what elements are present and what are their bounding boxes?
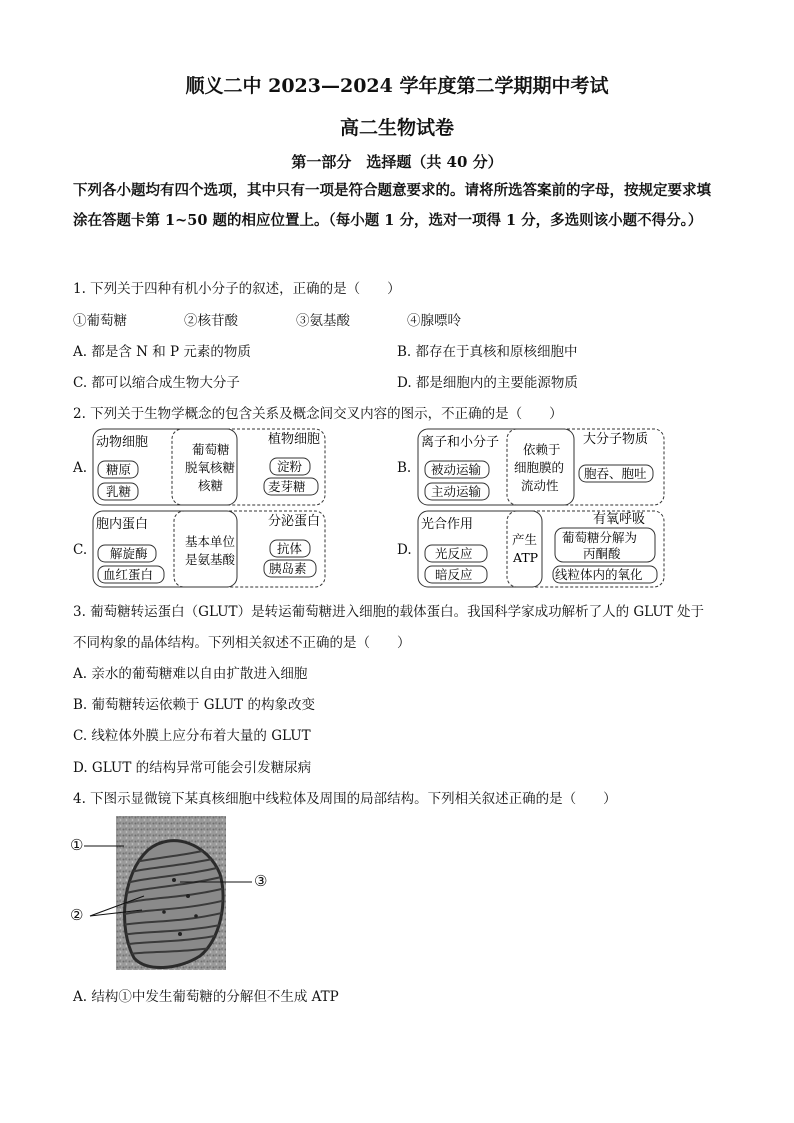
diagram-a-left-title: 动物细胞 [96,435,149,450]
svg-text:脱氧核糖: 脱氧核糖 [185,460,236,475]
diagram-b-left-item: 被动运输 [431,462,482,477]
q3-option-d: D. GLUT 的结构异常可能会引发糖尿病 [73,760,312,776]
exam-subtitle: 高二生物试卷 [339,117,454,139]
svg-text:流动性: 流动性 [521,478,559,493]
q1-item: ④腺嘌呤 [407,313,461,329]
diagram-a-right-title: 植物细胞 [268,432,321,447]
question-3-stem-line2: 不同构象的晶体结构。下列相关叙述不正确的是（ ） [73,635,411,651]
diagram-d-left-item: 暗反应 [435,567,473,582]
svg-text:产生: 产生 [512,532,538,547]
q2-diagram-a [92,428,326,506]
q2-diagram-b [417,428,665,506]
svg-text:是氨基酸: 是氨基酸 [185,552,236,567]
q3-option-c: C. 线粒体外膜上应分布着大量的 GLUT [73,728,311,744]
diagram-b-left-title: 离子和小分子 [421,435,500,450]
question-2-stem: 2. 下列关于生物学概念的包含关系及概念间交叉内容的图示，不正确的是（ ） [73,406,563,422]
q2-diagram-c [92,510,326,588]
svg-text:细胞膜的: 细胞膜的 [514,460,565,475]
question-3-stem-line1: 3. 葡萄糖转运蛋白（GLUT）是转运葡萄糖进入细胞的载体蛋白。我国科学家成功解析了人的 GLUT 处于 [73,604,705,620]
diagram-b-left-item: 主动运输 [431,484,482,499]
diagram-d-right-item: 线粒体内的氧化 [555,567,643,582]
q3-option-b: B. 葡萄糖转运依赖于 GLUT 的构象改变 [73,697,315,713]
svg-text:葡萄糖: 葡萄糖 [192,442,230,457]
svg-text:葡萄糖分解为: 葡萄糖分解为 [562,530,638,545]
section-heading: 第一部分 选择题（共 40 分） [291,153,503,171]
diagram-b-right-item: 胞吞、胞吐 [584,466,647,481]
svg-text:丙酮酸: 丙酮酸 [583,546,621,561]
diagram-d-left-title: 光合作用 [421,517,474,532]
diagram-b-right-title: 大分子物质 [583,432,649,447]
q1-option-b: B. 都存在于真核和原核细胞中 [397,344,578,360]
diagram-c-right-item: 抗体 [277,541,303,556]
diagram-a-right-item: 麦芽糖 [268,479,306,494]
q2-option-d-letter: D. [397,542,412,558]
diagram-d-right-title: 有氧呼吸 [593,512,646,527]
q2-option-c-letter: C. [73,542,88,558]
diagram-c-left-title: 胞内蛋白 [96,517,149,532]
diagram-a-left-item: 乳糖 [106,484,132,499]
svg-text:核糖: 核糖 [198,478,224,493]
diagram-c-left-item: 解旋酶 [110,546,148,561]
svg-text:基本单位: 基本单位 [185,534,236,549]
q1-option-c: C. 都可以缩合成生物大分子 [73,375,240,391]
diagram-a-right-item: 淀粉 [277,459,303,474]
callout-3: ③ [254,872,268,890]
exam-title: 顺义二中 2023—2024 学年度第二学期期中考试 [185,75,609,97]
q4-option-a: A. 结构①中发生葡萄糖的分解但不生成 ATP [73,989,339,1005]
q1-option-a: A. 都是含 N 和 P 元素的物质 [73,344,251,360]
diagram-c-right-item: 胰岛素 [269,561,307,576]
svg-text:依赖于: 依赖于 [523,442,561,457]
q2-option-b-letter: B. [397,460,412,476]
q1-option-d: D. 都是细胞内的主要能源物质 [397,375,578,391]
instructions: 下列各小题均有四个选项，其中只有一项是符合题意要求的。请将所选答案前的字母，按规定要求填涂在答题卡第 1~50 题的相应位置上。（每小题 1 分，选对一项得 1 分，多选则该小题不得分。） [73,182,711,229]
diagram-c-left-item: 血红蛋白 [103,567,154,582]
question-4-stem: 4. 下图示显微镜下某真核细胞中线粒体及周围的局部结构。下列相关叙述正确的是（ ） [73,791,617,807]
q1-item: ①葡萄糖 [73,313,127,329]
question-1-stem: 1. 下列关于四种有机小分子的叙述，正确的是（ ） [73,281,401,297]
diagram-d-left-item: 光反应 [435,546,473,561]
q2-diagram-d [417,510,665,588]
micrograph-callout-lines [60,830,280,940]
q1-item: ③氨基酸 [296,313,350,329]
diagram-a-left-item: 糖原 [106,462,132,477]
callout-1: ① [70,836,84,854]
q2-option-a-letter: A. [73,460,88,476]
callout-2: ② [70,906,84,924]
q1-item: ②核苷酸 [184,313,238,329]
diagram-c-right-title: 分泌蛋白 [268,514,321,529]
q3-option-a: A. 亲水的葡萄糖难以自由扩散进入细胞 [73,666,308,682]
svg-text:ATP: ATP [513,550,539,565]
